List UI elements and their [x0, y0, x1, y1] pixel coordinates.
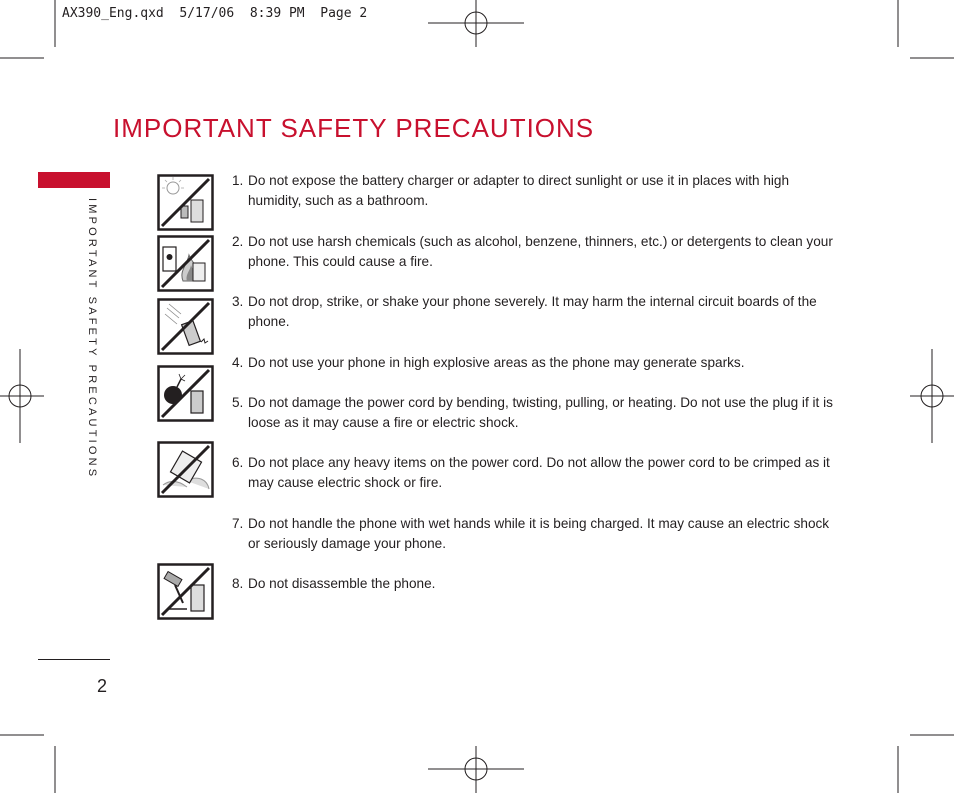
precaution-number: 5.	[232, 395, 244, 410]
precaution-item-5	[232, 393, 842, 433]
explosive-prohibited-icon	[157, 365, 214, 422]
section-tab-bar	[38, 172, 110, 188]
registration-target-left	[0, 349, 44, 443]
precaution-item-3	[232, 292, 842, 332]
precaution-number: 8.	[232, 576, 244, 591]
precaution-text: Do not expose the battery charger or adapter to direct sunlight or use it in places with high humidity, such as a bathroom.	[248, 173, 790, 208]
page-number: 2	[97, 676, 108, 696]
sun-humidity-prohibited-icon	[157, 174, 214, 231]
precaution-number: 6.	[232, 455, 244, 470]
heavy-item-cord-icon	[157, 441, 214, 498]
precaution-number: 3.	[232, 294, 244, 309]
precaution-text: Do not place any heavy items on the power cord. Do not allow the power cord to be crimped as it may cause electric shock or fire.	[248, 455, 830, 490]
precaution-number: 4.	[232, 355, 244, 370]
registration-target-top	[428, 0, 524, 47]
precaution-item-8	[232, 574, 842, 594]
page-title: IMPORTANT SAFETY PRECAUTIONS	[113, 113, 595, 144]
disassemble-prohibited-icon	[157, 563, 214, 620]
drop-phone-prohibited-icon	[157, 298, 214, 355]
precaution-text: Do not damage the power cord by bending, twisting, pulling, or heating. Do not use the plug if it is loose as it may cause a fire or electric shock.	[248, 395, 833, 430]
chemical-fire-prohibited-icon	[157, 235, 214, 292]
precaution-number: 7.	[232, 516, 244, 531]
precaution-text: Do not handle the phone with wet hands while it is being charged. It may cause an electric shock or seriously damage your phone.	[248, 516, 830, 551]
precaution-item-7	[232, 514, 842, 554]
precaution-number: 2.	[232, 234, 244, 249]
registration-target-right	[910, 349, 954, 443]
side-section-label: IMPORTANT SAFETY PRECAUTIONS	[86, 198, 98, 480]
footer-rule	[38, 659, 110, 660]
precaution-text: Do not disassemble the phone.	[248, 576, 436, 591]
precaution-text: Do not drop, strike, or shake your phone severely. It may harm the internal circuit boards of the phone.	[248, 294, 817, 329]
precaution-item-6	[232, 453, 842, 493]
print-slug-line: AX390_Eng.qxd 5/17/06 8:39 PM Page 2	[62, 6, 368, 21]
registration-target-bottom	[428, 746, 524, 793]
precaution-text: Do not use your phone in high explosive areas as the phone may generate sparks.	[248, 355, 745, 370]
precaution-text: Do not use harsh chemicals (such as alcohol, benzene, thinners, etc.) or detergents to clean your phone. This could cause a fire.	[248, 234, 833, 269]
precaution-item-2	[232, 232, 842, 272]
precaution-item-4	[232, 353, 842, 373]
precaution-number: 1.	[232, 173, 244, 188]
precaution-item-1	[232, 171, 842, 211]
